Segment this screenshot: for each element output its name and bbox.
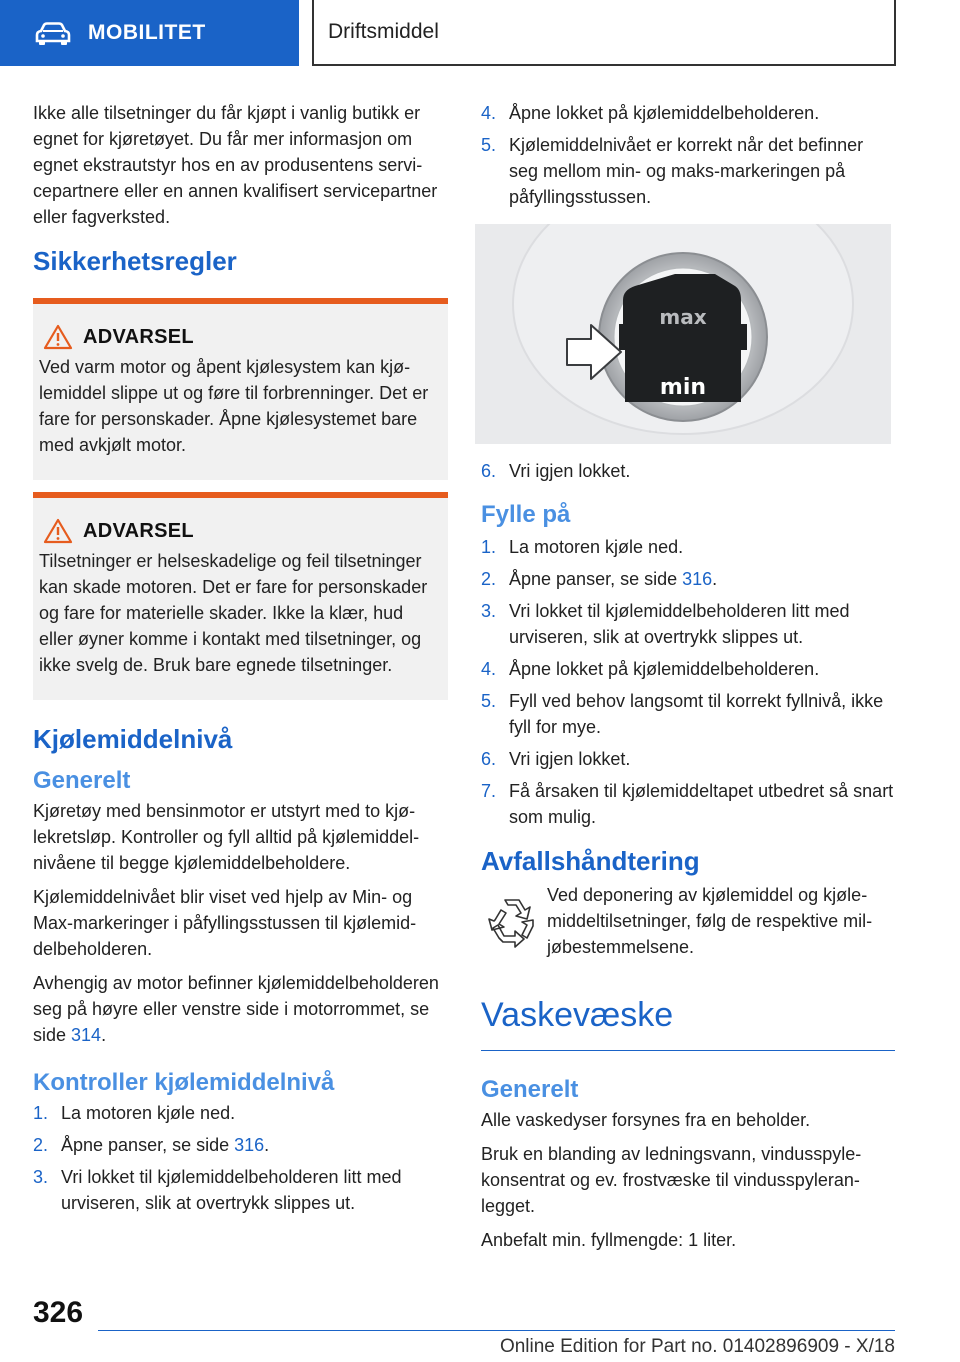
washer-paragraph: Alle vaskedyser forsynes fra en beholder. [481,1110,811,1130]
disposal-note [481,882,895,960]
safety-heading: Sikkerhetsregler [33,246,237,276]
disposal-heading: Avfallshåndtering [481,846,700,876]
coolant-filler-figure [475,224,891,444]
page-reference-link[interactable]: 314 [71,1025,102,1045]
general-paragraph: Avhengig av motor befinner kjølemiddelbeholderen seg på høyre eller venstre side i motorrommet, se side 314. [33,973,439,1045]
section-title: Driftsmiddel [328,20,439,43]
list-item: 3. Vri lokket til kjølemiddelbeholderen litt med urviseren, slik at overtrykk slippes ut. [33,1167,402,1213]
washer-general-subheading: Generelt [481,1076,579,1103]
warning-box [33,298,448,480]
chapter-tab [0,0,299,66]
warning-triangle-icon [43,518,73,544]
list-item: 5. Kjølemiddelnivået er korrekt når det befinner seg mellom min- og maks-markeringen på påfyllingsstussen. [481,135,864,207]
max-mark: max [659,305,707,329]
list-item: 3. Vri lokket til kjølemiddelbeholderen litt med urviseren, slik at overtrykk slippes ut. [481,601,850,647]
warning-box [33,492,448,700]
fill-subheading: Fylle på [481,501,571,528]
page-number: 326 [33,1296,84,1329]
check-steps-final [481,458,895,484]
warning-text: Ved varm motor og åpent kjølesystem kan kjølemiddel slippe ut og føre til forbrenninger. Det er fare for personskader. Åpne kjølesystemet bare med avkjølt motor. [39,357,429,455]
list-item: 2. Åpne panser, se side 316. [481,569,718,589]
disposal-text: Ved deponering av kjølemiddel og kjølemiddeltilsetninger, følg de respektive miljøbestemmelsene. [547,885,873,957]
page-reference-link[interactable]: 316 [682,569,713,589]
list-item: 6. Vri igjen lokket. [481,749,631,769]
list-item: 4. Åpne lokket på kjølemiddelbeholderen. [481,103,820,123]
list-item: 6. Vri igjen lokket. [481,461,631,481]
check-steps-list [33,1100,448,1216]
list-item: 7. Få årsaken til kjølemiddeltapet utbedret så snart som mulig. [481,781,894,827]
section-title-box [312,0,896,66]
chapter-tab-label: MOBILITET [88,21,206,44]
filler-neck-illustration [475,224,891,444]
coolant-level-heading: Kjølemiddelnivå [33,724,233,754]
page-reference-link[interactable]: 316 [234,1135,265,1155]
min-mark: min [659,375,707,400]
warning-title: ADVARSEL [83,519,194,542]
general-paragraph: Kjølemiddelnivået blir viset ved hjelp av Min- og Max-markeringer i påfyllingsstussen til kjølemiddelbeholderen. [33,887,417,959]
list-item: 1. La motoren kjøle ned. [33,1103,236,1123]
left-column [33,100,448,1222]
page-header [0,0,960,66]
general-paragraph: Kjøretøy med bensinmotor er utstyrt med to kjølekretsløp. Kontroller og fyll alltid på kjølemiddelnivåene til begge kjølemiddelbeholdere. [33,801,420,873]
list-item: 5. Fyll ved behov langsomt til korrekt fyllnivå, ikke fyll for mye. [481,691,884,737]
list-item: 2. Åpne panser, se side 316. [33,1135,270,1155]
washer-paragraph: Anbefalt min. fyllmengde: 1 liter. [481,1230,737,1250]
intro-paragraph: Ikke alle tilsetninger du får kjøpt i vanlig butikk er egnet for kjøretøyet. Du får mer informasjon om egnet ekstrautstyr hos en av produsentens servicepartnere eller en annen kvalifisert servicepartner eller fagverksted. [33,103,438,227]
right-column [481,100,895,1261]
fill-steps-list [481,534,895,830]
warning-title: ADVARSEL [83,325,194,348]
edition-text: Online Edition for Part no. 01402896909 - X/18 [499,1336,895,1357]
car-icon [34,22,72,46]
recycle-icon [481,892,543,952]
list-item: 4. Åpne lokket på kjølemiddelbeholderen. [481,659,820,679]
check-coolant-subheading: Kontroller kjølemiddelnivå [33,1069,335,1096]
washer-paragraph: Bruk en blanding av ledningsvann, vindusspylekonsentrat og ev. frostvæske til vindusspyleranlegget. [481,1144,862,1216]
chapter-heading: Vaskevæske [481,994,895,1051]
list-item: 1. La motoren kjøle ned. [481,537,684,557]
warning-triangle-icon [43,324,73,350]
check-steps-continued [481,100,895,210]
footer-divider [98,1330,895,1331]
general-subheading: Generelt [33,767,131,794]
warning-text: Tilsetninger er helseskadelige og feil tilsetninger kan skade motoren. Det er fare for personskader og fare for materielle skader. Ikke la klær, hud eller øyner komme i kontakt med tilsetninger, og ikke svelg de. Bruk bare egnede tilsetninger. [39,551,428,675]
